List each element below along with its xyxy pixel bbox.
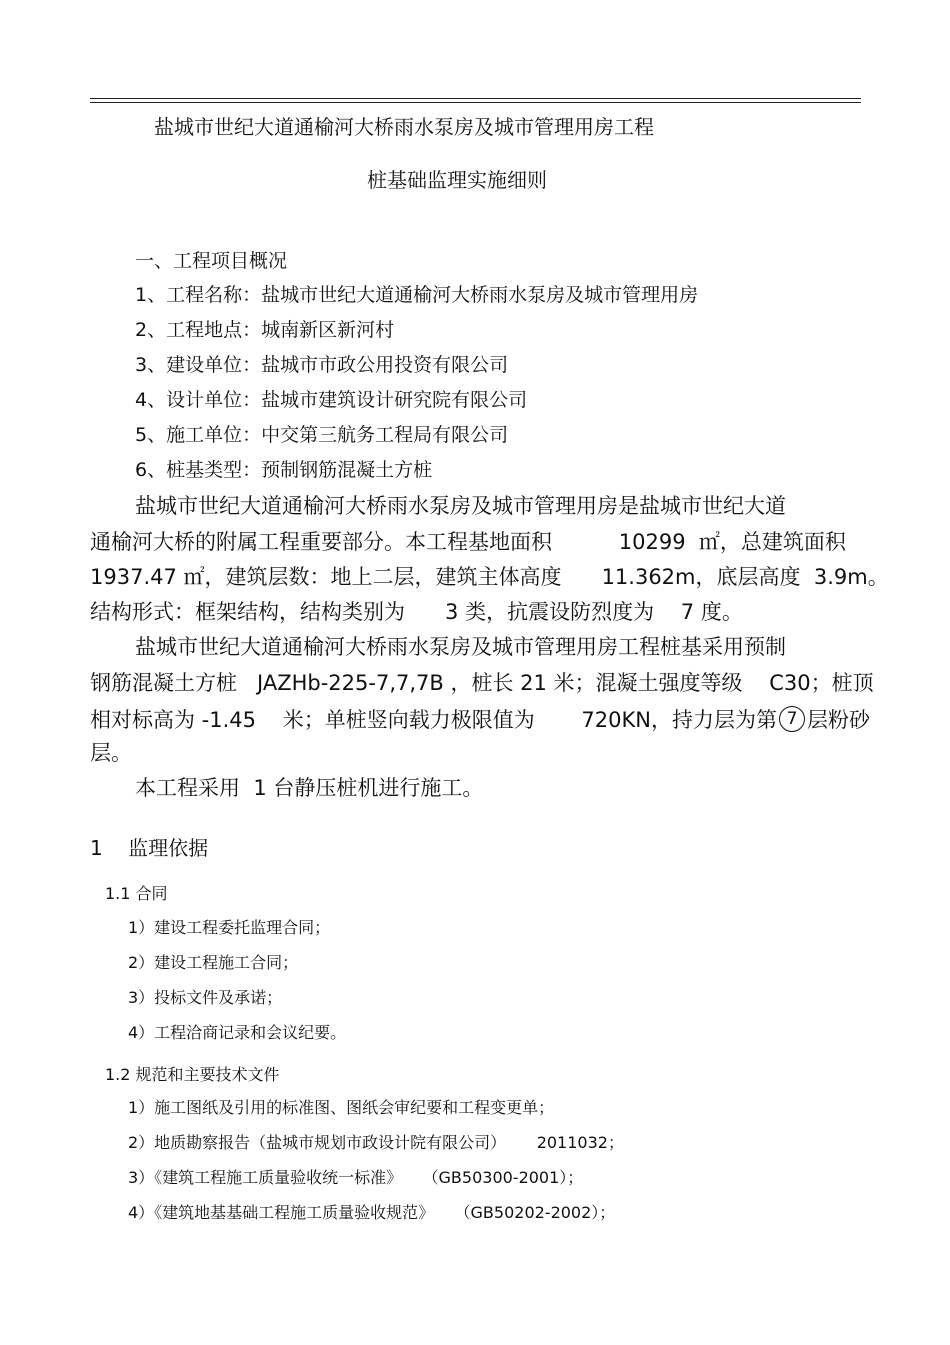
section-heading: 1 监理依据 xyxy=(90,836,209,860)
list-item: 4）工程洽商记录和会议纪要。 xyxy=(128,1023,347,1042)
top-rule-1 xyxy=(90,98,861,99)
paragraph-line: 通榆河大桥的附属工程重要部分。本工程基地面积 10299 ㎡，总建筑面积 xyxy=(90,530,846,554)
top-rule-2 xyxy=(90,102,861,103)
overview-item: 2、工程地点：城南新区新河村 xyxy=(135,319,395,341)
paragraph-line: 盐城市世纪大道通榆河大桥雨水泵房及城市管理用房工程桩基采用预制 xyxy=(135,635,786,659)
list-item: 3）《建筑工程施工质量验收统一标准》 （GB50300-2001）； xyxy=(128,1168,584,1187)
circled-number-icon: 7 xyxy=(779,706,805,732)
overview-item: 3、建设单位：盐城市市政公用投资有限公司 xyxy=(135,354,509,376)
paragraph-line: 本工程采用 1 台静压桩机进行施工。 xyxy=(135,776,484,800)
paragraph-text: 相对标高为 -1.45 米；单桩竖向载力极限值为 720KN，持力层为第 xyxy=(90,708,777,732)
subsection-title: 1.2 规范和主要技术文件 xyxy=(105,1065,280,1084)
paragraph-line xyxy=(90,708,870,734)
subsection-title: 1.1 合同 xyxy=(105,884,168,903)
paragraph-line: 结构形式：框架结构，结构类别为 3 类，抗震设防烈度为 7 度。 xyxy=(90,600,743,624)
overview-item: 6、桩基类型：预制钢筋混凝土方桩 xyxy=(135,459,433,481)
list-item: 3）投标文件及承诺； xyxy=(128,988,283,1007)
overview-item: 1、工程名称：盐城市世纪大道通榆河大桥雨水泵房及城市管理用房 xyxy=(135,284,699,306)
overview-item: 4、设计单位：盐城市建筑设计研究院有限公司 xyxy=(135,389,528,411)
overview-item: 5、施工单位：中交第三航务工程局有限公司 xyxy=(135,424,509,446)
document-subtitle: 桩基础监理实施细则 xyxy=(367,168,547,192)
paragraph-line: 盐城市世纪大道通榆河大桥雨水泵房及城市管理用房是盐城市世纪大道 xyxy=(135,494,786,518)
paragraph-line: 1937.47 ㎡，建筑层数：地上二层，建筑主体高度 11.362m，底层高度 3.9m。 xyxy=(90,565,889,589)
paragraph-line: 层。 xyxy=(90,741,132,765)
document-title: 盐城市世纪大道通榆河大桥雨水泵房及城市管理用房工程 xyxy=(154,115,654,139)
list-item: 4）《建筑地基基础工程施工质量验收规范》 （GB50202-2002）； xyxy=(128,1203,616,1222)
paragraph-text: 层粉砂 xyxy=(807,708,870,732)
list-item: 1）施工图纸及引用的标准图、图纸会审纪要和工程变更单； xyxy=(128,1098,555,1117)
list-item: 2）地质勘察报告（盐城市规划市政设计院有限公司） 2011032； xyxy=(128,1133,624,1152)
list-item: 2）建设工程施工合同； xyxy=(128,953,299,972)
overview-heading: 一、工程项目概况 xyxy=(135,250,288,272)
list-item: 1）建设工程委托监理合同； xyxy=(128,918,331,937)
paragraph-line: 钢筋混凝土方桩 JAZHb-225-7,7,7B ，桩长 21 米；混凝土强度等级 C30；桩顶 xyxy=(90,671,874,695)
